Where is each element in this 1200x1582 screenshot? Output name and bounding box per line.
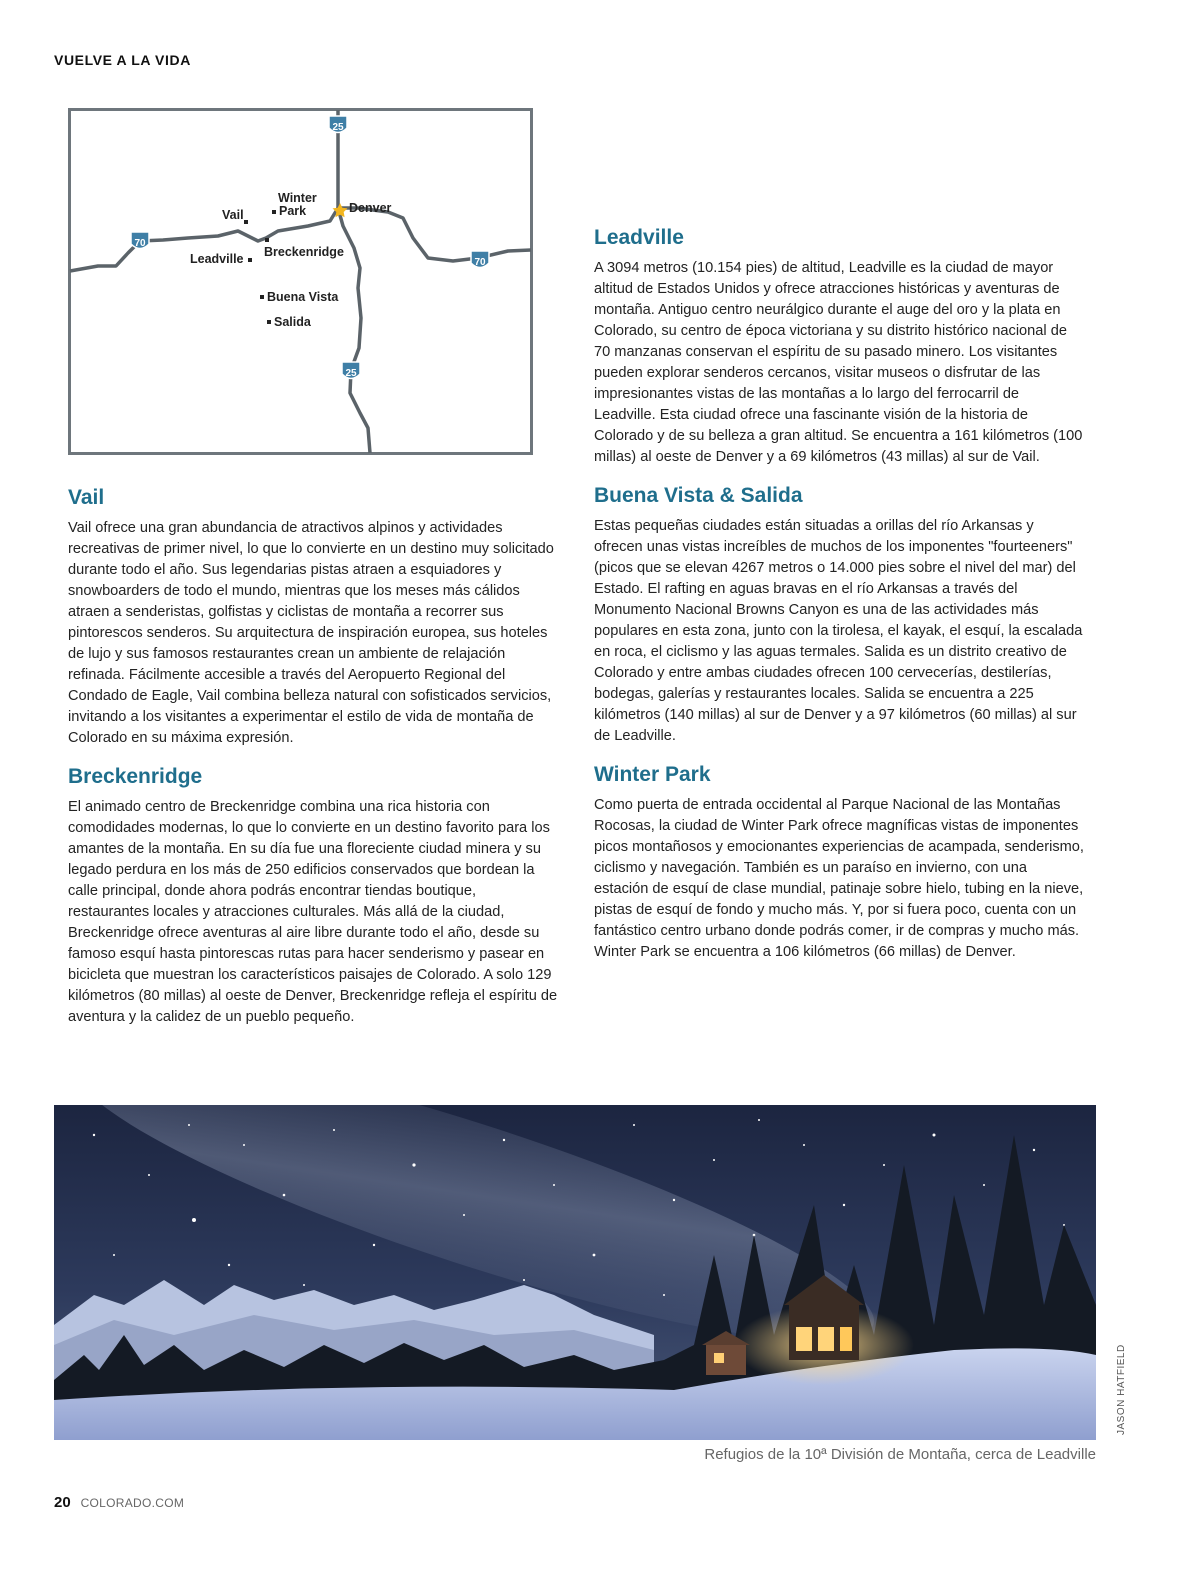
winter-park-dot: [272, 210, 276, 214]
shield-i25-south: [342, 362, 360, 379]
section-leadville: [594, 224, 1084, 468]
shield-text-i25-north: 25: [332, 122, 344, 133]
leadville-dot: [248, 258, 252, 262]
heading-buena-vista-salida: Buena Vista & Salida: [594, 484, 803, 507]
label-denver: Denver: [349, 201, 392, 215]
label-salida: Salida: [274, 315, 311, 329]
heading-vail: Vail: [68, 486, 105, 509]
shield-i70-west: [131, 232, 149, 249]
buena-vista-dot: [260, 295, 264, 299]
shield-text-i70-east: 70: [474, 257, 486, 268]
running-head: VUELVE A LA VIDA: [54, 52, 191, 68]
left-column: [68, 484, 558, 1042]
section-winter-park: [594, 761, 1084, 963]
page-footer: [54, 1494, 184, 1511]
map-border: [70, 110, 532, 454]
vail-dot: [244, 220, 248, 224]
breckenridge-dot: [265, 238, 269, 242]
label-breckenridge: Breckenridge: [264, 245, 344, 259]
photo-caption: Refugios de la 10ª División de Montaña, cerca de Leadville: [704, 1446, 1096, 1463]
shield-text-i70-west: 70: [134, 238, 146, 249]
label-winter-park-line1: Winter: [278, 191, 317, 205]
colorado-map: [68, 108, 533, 455]
section-breckenridge: [68, 763, 558, 1028]
shield-i70-east: [471, 251, 489, 268]
site-name: COLORADO.COM: [80, 1496, 185, 1510]
photo-credit: JASON HATFIELD: [1116, 1344, 1127, 1435]
label-winter-park-line2: Park: [279, 204, 307, 218]
label-buena-vista: Buena Vista: [267, 290, 339, 304]
body-leadville: A 3094 metros (10.154 pies) de altitud, Leadville es la ciudad de mayor altitud de Estados Unidos y ofrece atracciones históricas y aventuras de montaña. Antiguo centro neurálgico durante el auge del oro y la plata en Colorado, su centro de época victoriana y su distrito histórico nacional de 70 manzanas conservan el espíritu de su pasado minero. Los visitantes pueden explorar senderos cercanos, visitar museos o disfrutar de las impresionantes vistas de las montañas a lo largo del ferrocarril de Leadville. Esta ciudad ofrece una fascinante visión de la historia de Colorado y de su belleza a gran altitud. Se encuentra a 161 kilómetros (100 millas) al oeste de Denver y a 69 kilómetros (43 millas) al sur de Vail.: [594, 260, 1083, 465]
shield-text-i25-south: 25: [345, 368, 357, 379]
page-number: 20: [54, 1494, 71, 1511]
label-vail: Vail: [222, 208, 244, 222]
heading-breckenridge: Breckenridge: [68, 765, 203, 788]
label-leadville: Leadville: [190, 252, 244, 266]
shield-i25-north: [329, 116, 347, 133]
right-column: [594, 224, 1084, 977]
night-cabin-photo: [54, 1105, 1096, 1440]
body-buena-vista-salida: Estas pequeñas ciudades están situadas a orillas del río Arkansas y ofrecen unas vistas increíbles de muchos de los imponentes "fourteeners" (picos que se elevan 4267 metros o 14.000 pies sobre el nivel del mar) del Estado. El rafting en aguas bravas en el río Arkansas a través del Monumento Nacional Browns Canyon es una de las actividades más populares en esta zona, junto con la tirolesa, el kayak, el esquí, la escalada en roca, el ciclismo y las aguas termales. Salida es un distrito creativo de Colorado y entre ambas ciudades ofrecen 100 cervecerías, destilerías, bodegas, galerías y restaurantes locales. Salida se encuentra a 225 kilómetros (140 millas) al sur de Denver y a 97 kilómetros (60 millas) al sur de Leadville.: [594, 518, 1083, 744]
section-buena-vista-salida: [594, 482, 1084, 747]
body-vail: Vail ofrece una gran abundancia de atractivos alpinos y actividades recreativas de primer nivel, lo que lo convierte en un destino muy solicitado durante todo el año. Sus legendarias pistas atraen a esquiadores y snowboarders de todo el mundo, mientras que los meses más cálidos atraen a senderistas, golfistas y ciclistas de montaña a recorrer sus pintorescos senderos. Su arquitectura de inspiración europea, sus hoteles de lujo y sus famosos restaurantes crean un ambiente de relajación refinada. Fácilmente accesible a través del Aeropuerto Regional del Condado de Eagle, Vail combina belleza natural con sofisticados servicios, invitando a los visitantes a experimentar el estilo de vida de montaña de Colorado en su máxima expresión.: [68, 520, 554, 746]
heading-winter-park: Winter Park: [594, 763, 711, 786]
salida-dot: [267, 320, 271, 324]
body-breckenridge: El animado centro de Breckenridge combina una rica historia con comodidades modernas, lo que lo convierte en un destino favorito para los amantes de la montaña. En su día fue una floreciente ciudad minera y su legado perdura en los más de 250 edificios conservados que bordean la calle principal, donde ahora podrás encontrar tiendas boutique, restaurantes locales y atracciones culturales. Más allá de la ciudad, Breckenridge ofrece aventuras al aire libre durante todo el año, desde su famoso esquí hasta pintorescas rutas para hacer senderismo y pasear en bicicleta que muestran los característicos paisajes de Colorado. A solo 129 kilómetros (80 millas) al oeste de Denver, Breckenridge refleja el espíritu de aventura y la calidez de un pueblo pequeño.: [68, 799, 558, 1025]
heading-leadville: Leadville: [594, 226, 684, 249]
body-winter-park: Como puerta de entrada occidental al Parque Nacional de las Montañas Rocosas, la ciudad de Winter Park ofrece magníficas vistas de imponentes picos montañosos y emocionantes experiencias de acampada, senderismo, ciclismo y navegación. También es un paraíso en invierno, con una estación de esquí de clase mundial, patinaje sobre hielo, tubing en la nieve, pistas de esquí de fondo y mucho más. Y, por si fuera poco, cuenta con un fantástico centro urbano donde podrás comer, ir de compras y mucho más. Winter Park se encuentra a 106 kilómetros (66 millas) de Denver.: [594, 797, 1084, 960]
section-vail: [68, 484, 558, 749]
